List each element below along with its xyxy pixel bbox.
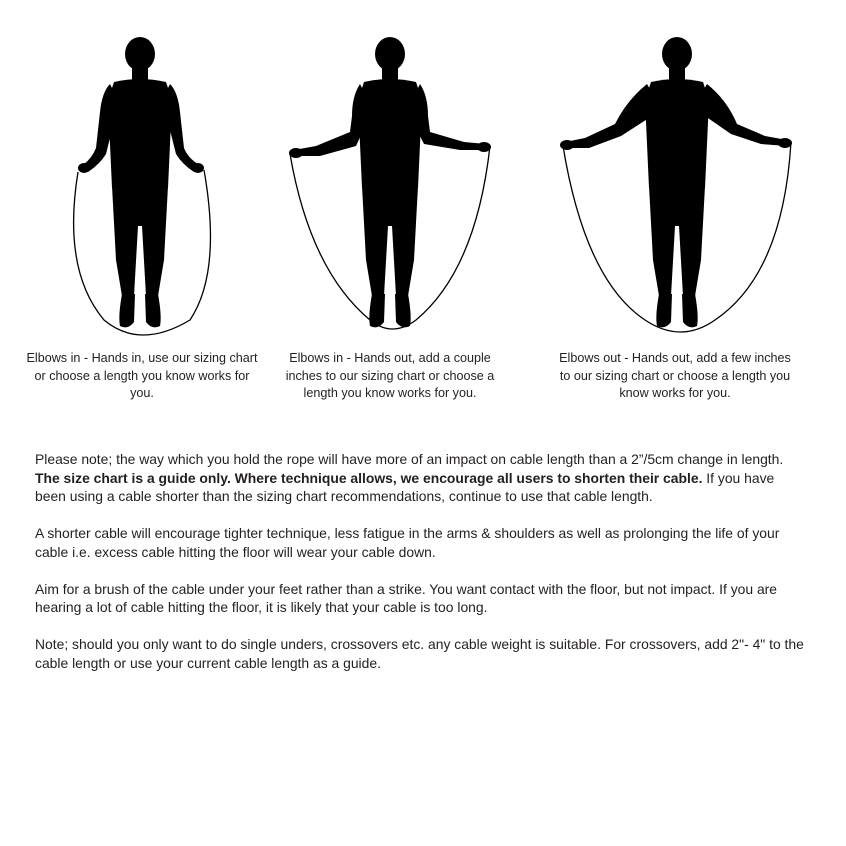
caption-elbows-in-hands-in: Elbows in - Hands in, use our sizing chart or choose a length you know works for you.: [26, 351, 258, 400]
note-grip-lead: Please note; the way which you hold the rope will have more of an impact on cable length than a 2”/5cm change in length.: [35, 451, 784, 467]
note-paragraph-grip: [35, 450, 805, 506]
figure-elbows-in-hands-out: [270, 20, 510, 350]
note-paragraph-brush: Aim for a brush of the cable under your feet rather than a strike. You want contact with the floor, but not impact. If you are hearing a lot of cable hitting the floor, it is likely that your cable is too long.: [35, 580, 778, 615]
note-paragraph-single-unders: Note; should you only want to do single unders, crossovers etc. any cable weight is suitable. For crossovers, add 2"- 4" to the cable length or use your current cable length as a guide.: [35, 636, 804, 671]
caption-elbows-out-hands-out: Elbows out - Hands out, add a few inches to our sizing chart or choose a length you know works for you.: [559, 351, 791, 400]
jumper-silhouette-elbows-in-hands-out-icon: [270, 20, 510, 350]
note-paragraph-shorter-cable: A shorter cable will encourage tighter technique, less fatigue in the arms & shoulders as well as prolonging the life of your cable i.e. excess cable hitting the floor will wear your cable down.: [35, 525, 780, 560]
jumper-silhouette-elbows-out-hands-out-icon: [555, 20, 795, 350]
figure-elbows-out-hands-out: [555, 20, 795, 350]
caption-elbows-in-hands-out: Elbows in - Hands out, add a couple inches to our sizing chart or choose a length you know works for you.: [285, 351, 495, 400]
note-grip-tail: If you have been using a cable shorter than the sizing chart recommendations, continue to use that cable length.: [35, 469, 775, 504]
jumper-silhouette-elbows-in-hands-in-icon: [22, 20, 262, 350]
sizing-notes: [35, 450, 805, 691]
note-grip-emphasis: The size chart is a guide only. Where technique allows, we encourage all users to shorten their cable.: [35, 469, 703, 486]
figure-elbows-in-hands-in: [22, 20, 262, 350]
